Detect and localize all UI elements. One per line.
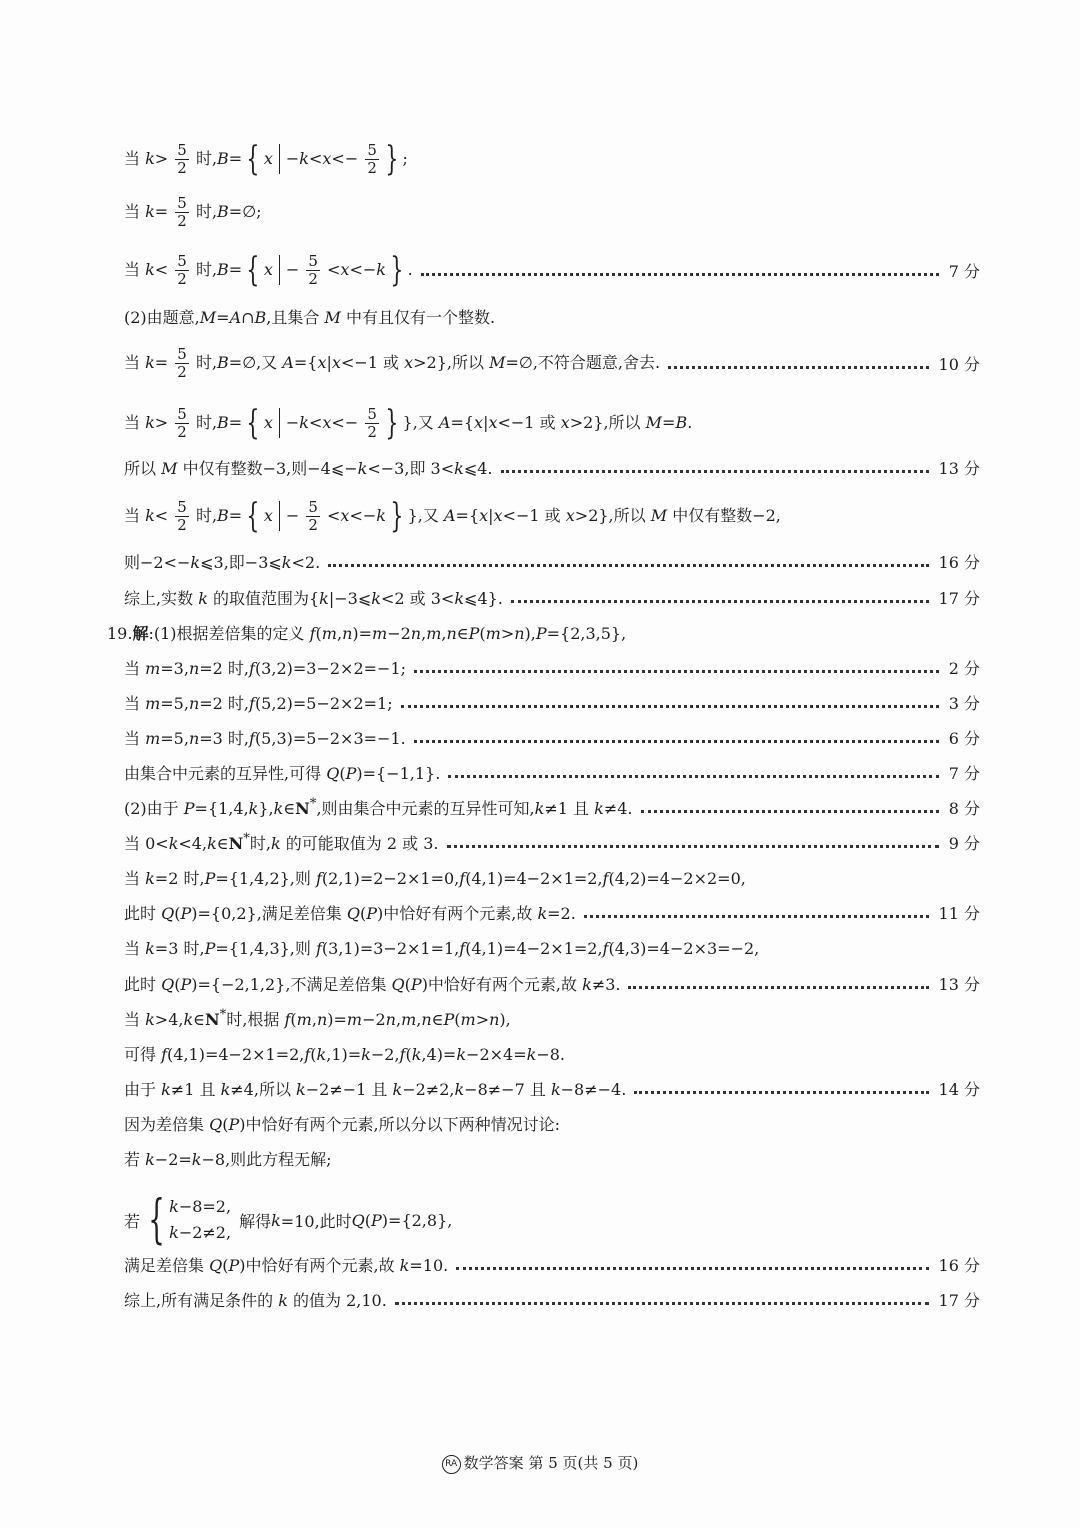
page-footer (0, 1452, 1080, 1474)
leader-dots (395, 1302, 929, 1305)
line-29 (124, 1282, 980, 1316)
line-24 (124, 1071, 980, 1105)
text: 所以 M 中仅有整数−3,则−4⩽−k<−3,即 3<k⩽4. (124, 458, 493, 478)
leader-dots (584, 915, 929, 918)
leader-dots (447, 845, 939, 848)
line-08 (124, 496, 980, 536)
text: 若 k−2=k−8,则此方程无解; (124, 1149, 332, 1169)
score: 7 分 (948, 763, 980, 783)
leader-dots (634, 1091, 928, 1094)
score: 13 分 (938, 974, 980, 994)
leader-dots (414, 740, 939, 743)
line-22 (124, 1001, 980, 1035)
text: 当 0<k<4,k∈N*时,k 的可能取值为 2 或 3. (124, 831, 439, 853)
text: 当 k=3 时,P={1,4,3},则 f(3,1)=3−2×1=1,f(4,1)=4−2×1=2,f(4,3)=4−2×3=−2, (124, 938, 760, 958)
fraction: $\frac{5}{2}$ (367, 404, 377, 441)
score: 16 分 (938, 552, 980, 572)
leader-dots (421, 273, 939, 276)
leader-dots (414, 670, 939, 673)
leader-dots (511, 600, 929, 603)
line-20 (124, 930, 980, 964)
text: 当 k> $\frac{5}{2}$ 时,B= { x −k<x<− $\frac{5}{2}$ } ; (124, 139, 408, 179)
text: 当 k= $\frac{5}{2}$ 时,B=∅,又 A={x|x<−1 或 x>2},所以 M=∅,不符合题意,舍去. (124, 344, 661, 381)
footer-text: 数学答案 第 5 页(共 5 页) (463, 1454, 639, 1472)
line-16 (124, 790, 980, 824)
text: (2)由于 P={1,4,k},k∈N*,则由集合中元素的互异性可知,k≠1 且 k≠4. (124, 796, 633, 818)
leader-dots (456, 1267, 928, 1270)
score: 9 分 (948, 833, 980, 853)
line-12 (124, 650, 980, 684)
score: 11 分 (938, 903, 980, 923)
leader-dots (641, 810, 939, 813)
text: 由集合中元素的互异性,可得 Q(P)={−1,1}. (124, 763, 441, 783)
line-10 (124, 580, 980, 614)
line-11 (107, 615, 980, 649)
text: 综上,实数 k 的取值范围为{k|−3⩽k<2 或 3<k⩽4}. (124, 588, 503, 608)
text: 综上,所有满足条件的 k 的值为 2,10. (124, 1290, 387, 1310)
leader-dots (668, 366, 928, 369)
text: 当 k< $\frac{5}{2}$ 时,B= { x − $\frac{5}{2}$ <x<−k } },又 A={x|x<−1 或 x>2},所以 M 中仅有整数−2, (124, 496, 781, 536)
text: 当 k>4,k∈N*时,根据 f(m,n)=m−2n,m,n∈P(m>n), (124, 1007, 511, 1029)
line-25 (124, 1106, 980, 1140)
line-15 (124, 755, 980, 789)
line-01 (124, 139, 980, 179)
text: 当 k> $\frac{5}{2}$ 时,B= { x −k<x<− $\frac{5}{2}$ } },又 A={x|x<−1 或 x>2},所以 M=B. (124, 403, 693, 443)
line-06 (124, 403, 980, 443)
score: 14 分 (938, 1079, 980, 1099)
leader-dots (501, 470, 929, 473)
score: 13 分 (938, 458, 980, 478)
line-05 (124, 346, 980, 380)
leader-dots (401, 705, 939, 708)
text: 当 m=5,n=3 时,f(5,3)=5−2×3=−1. (124, 728, 406, 748)
text: 可得 f(4,1)=4−2×1=2,f(k,1)=k−2,f(k,4)=k−2×4=k−8. (124, 1044, 565, 1064)
text: 则−2<−k⩽3,即−3⩽k<2. (124, 552, 321, 572)
text: 当 k< $\frac{5}{2}$ 时,B= { x − $\frac{5}{2}$ <x<−k } . (124, 250, 413, 290)
fraction: $\frac{5}{2}$ (177, 140, 187, 177)
score: 17 分 (938, 588, 980, 608)
score: 8 分 (948, 798, 980, 818)
text: 若 { k−8=2, k−2≠2, 解得 k =10,此时 Q ( P )={2,8}, (124, 1190, 453, 1250)
fraction: $\frac{5}{2}$ (177, 497, 187, 534)
text: 由于 k≠1 且 k≠4,所以 k−2≠−1 且 k−2≠2,k−8≠−7 且 k−8≠−4. (124, 1079, 627, 1099)
text: (2)由题意,M=A∩B,且集合 M 中有且仅有一个整数. (124, 307, 496, 327)
text: 19.解:(1)根据差倍集的定义 f(m,n)=m−2n,m,n∈P(m>n),P={2,3,5}, (107, 623, 627, 643)
score: 3 分 (948, 693, 980, 713)
line-26 (124, 1141, 980, 1175)
fraction: $\frac{5}{2}$ (177, 404, 187, 441)
leader-dots (628, 986, 928, 989)
text: 此时 Q(P)={−2,1,2},不满足差倍集 Q(P)中恰好有两个元素,故 k≠3. (124, 974, 621, 994)
text: 此时 Q(P)={0,2},满足差倍集 Q(P)中恰好有两个元素,故 k=2. (124, 903, 576, 923)
fraction: $\frac{5}{2}$ (308, 251, 318, 288)
line-07 (124, 450, 980, 484)
score: 10 分 (938, 354, 980, 374)
equation-system: { k−8=2, k−2≠2, (148, 1190, 232, 1250)
line-28 (124, 1247, 980, 1281)
line-27 (124, 1192, 980, 1248)
score: 2 分 (948, 658, 980, 678)
ra-logo-icon: RA (442, 1455, 461, 1474)
score: 6 分 (948, 728, 980, 748)
score: 7 分 (948, 261, 980, 281)
text: 因为差倍集 Q(P)中恰好有两个元素,所以分以下两种情况讨论: (124, 1114, 560, 1134)
text: 当 k= $\frac{5}{2}$ 时,B=∅; (124, 193, 262, 230)
line-18 (124, 860, 980, 894)
line-09 (124, 544, 980, 578)
fraction: $\frac{5}{2}$ (177, 344, 187, 381)
line-14 (124, 720, 980, 754)
leader-dots (328, 564, 928, 567)
line-02 (124, 195, 980, 229)
score: 16 分 (938, 1255, 980, 1275)
fraction: $\frac{5}{2}$ (177, 193, 187, 230)
leader-dots (448, 775, 938, 778)
fraction: $\frac{5}{2}$ (367, 140, 377, 177)
text: 满足差倍集 Q(P)中恰好有两个元素,故 k=10. (124, 1255, 449, 1275)
text: 当 k=2 时,P={1,4,2},则 f(2,1)=2−2×1=0,f(4,1)=4−2×1=2,f(4,2)=4−2×2=0, (124, 868, 746, 888)
line-23 (124, 1036, 980, 1070)
line-03 (124, 250, 980, 290)
line-21 (124, 966, 980, 1000)
line-04 (124, 299, 980, 333)
score: 17 分 (938, 1290, 980, 1310)
text: 当 m=3,n=2 时,f(3,2)=3−2×2=−1; (124, 658, 407, 678)
line-19 (124, 895, 980, 929)
text: 当 m=5,n=2 时,f(5,2)=5−2×2=1; (124, 693, 393, 713)
fraction: $\frac{5}{2}$ (177, 251, 187, 288)
line-13 (124, 685, 980, 719)
fraction: $\frac{5}{2}$ (308, 497, 318, 534)
line-17 (124, 825, 980, 859)
